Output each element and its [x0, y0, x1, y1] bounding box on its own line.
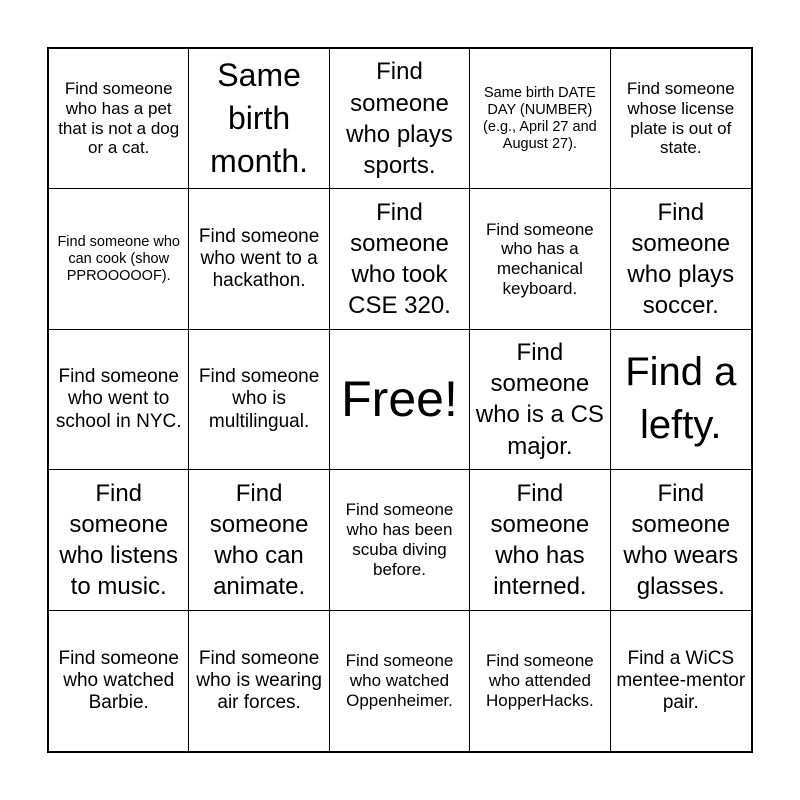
bingo-cell-scuba[interactable]: Find someone who has been scuba diving before. — [330, 470, 470, 610]
bingo-cell-soccer[interactable]: Find someone who plays soccer. — [611, 189, 751, 329]
bingo-cell-birth-date[interactable]: Same birth DATE DAY (NUMBER) (e.g., April 27 and August 27). — [470, 49, 610, 189]
bingo-board — [47, 47, 753, 753]
bingo-cell-cook[interactable]: Find someone who can cook (show PPROOOOOF). — [49, 189, 189, 329]
bingo-cell-hopperhacks[interactable]: Find someone who attended HopperHacks. — [470, 611, 610, 751]
bingo-cell-oppenheimer[interactable]: Find someone who watched Oppenheimer. — [330, 611, 470, 751]
bingo-cell-pet[interactable]: Find someone who has a pet that is not a dog or a cat. — [49, 49, 189, 189]
bingo-cell-wics-pair[interactable]: Find a WiCS mentee-mentor pair. — [616, 647, 746, 713]
bingo-cell-barbie[interactable]: Find someone who watched Barbie. — [49, 611, 189, 751]
bingo-cell-free[interactable]: Free! — [330, 330, 470, 470]
bingo-cell-birth-month[interactable]: Same birth month. — [189, 49, 329, 189]
bingo-cell-school-nyc[interactable]: Find someone who went to school in NYC. — [49, 330, 189, 470]
bingo-cell-animate[interactable]: Find someone who can animate. — [189, 470, 329, 610]
bingo-cell-music[interactable]: Find someone who listens to music. — [49, 470, 189, 610]
bingo-cell-sports[interactable]: Find someone who plays sports. — [330, 49, 470, 189]
bingo-cell-air-forces[interactable]: Find someone who is wearing air forces. — [189, 611, 329, 751]
bingo-cell-interned[interactable]: Find someone who has interned. — [470, 470, 610, 610]
bingo-cell-cs-major[interactable]: Find someone who is a CS major. — [470, 330, 610, 470]
bingo-cell-mechanical-keyboard[interactable]: Find someone who has a mechanical keyboard. — [470, 189, 610, 329]
bingo-cell-lefty[interactable]: Find a lefty. — [611, 330, 751, 470]
bingo-cell-hackathon[interactable]: Find someone who went to a hackathon. — [189, 189, 329, 329]
bingo-cell-license-plate[interactable]: Find someone whose license plate is out of state. — [611, 49, 751, 189]
bingo-cell-glasses[interactable]: Find someone who wears glasses. — [611, 470, 751, 610]
bingo-cell-cse-320[interactable]: Find someone who took CSE 320. — [330, 189, 470, 329]
bingo-cell-multilingual[interactable]: Find someone who is multilingual. — [189, 330, 329, 470]
